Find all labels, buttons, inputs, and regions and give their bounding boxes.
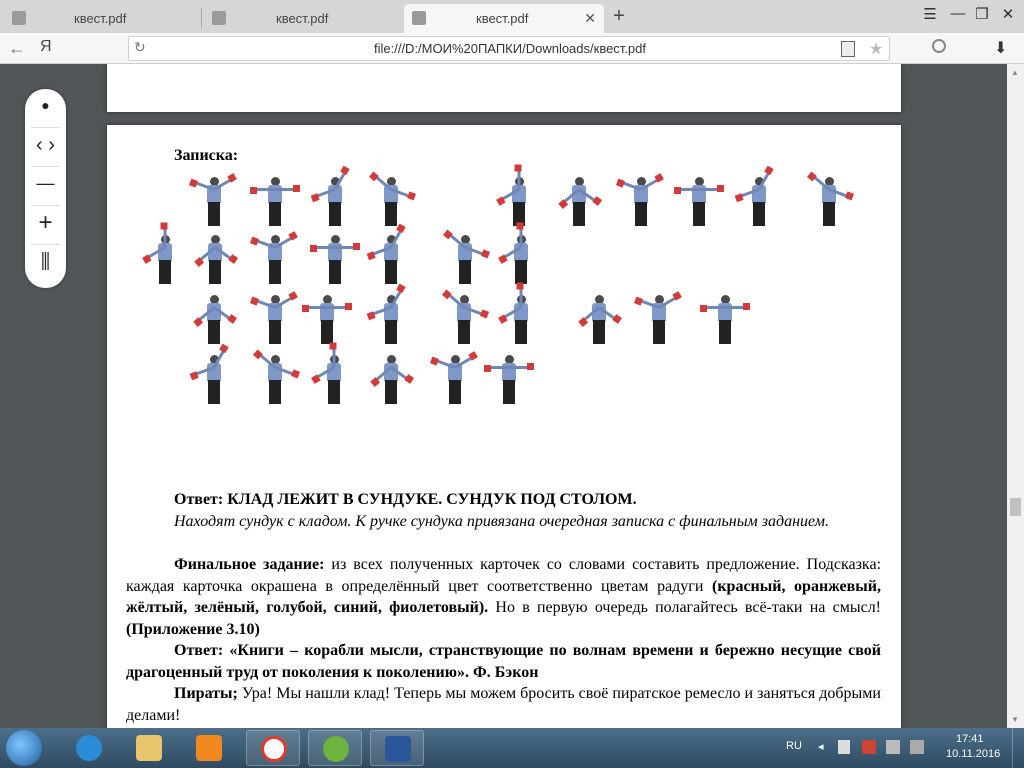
zoom-widget: [25, 89, 66, 288]
answer-clad: Ответ: КЛАД ЛЕЖИТ В СУНДУКЕ. СУНДУК ПОД СТОЛОМ.: [174, 491, 637, 508]
zoom-in-button[interactable]: +: [38, 209, 53, 236]
answer-quote: Ответ: «Книги – корабли мысли, странствующие по волнам времени и бережно несущие свой драгоценный труд от поколения к поколению». Ф. Бэкон: [126, 642, 881, 681]
folder-icon: [136, 735, 162, 761]
semaphore-figure: [253, 295, 297, 347]
semaphore-figure: [497, 177, 541, 229]
internet-explorer-icon: [76, 735, 102, 761]
divider: [31, 205, 60, 206]
semaphore-figure: [433, 355, 477, 407]
windows-taskbar: [0, 728, 1024, 768]
yandex-button[interactable]: Я: [40, 38, 52, 55]
reader-mode-icon[interactable]: [841, 41, 855, 57]
tab-close-icon[interactable]: ✕: [584, 10, 596, 26]
clock-date[interactable]: 10.11.2016: [946, 748, 1001, 760]
page-nav-icon[interactable]: ‹ ›: [36, 134, 55, 156]
menu-icon[interactable]: ☰: [923, 6, 937, 23]
semaphore-figure: [312, 355, 356, 407]
semaphore-figure: [619, 177, 663, 229]
semaphore-figure: [253, 355, 297, 407]
semaphore-figure: [192, 295, 236, 347]
minimize-button[interactable]: —: [950, 5, 966, 22]
pdf-favicon-icon: [412, 11, 426, 25]
pirates-paragraph: [126, 683, 881, 726]
pirates-label: Пираты;: [174, 685, 238, 702]
final-task-text: из всех полученных карточек со словами составить предложение. Подсказка: каждая карточка окрашена в определённый цвет соответственно цветам радуги: [126, 556, 882, 595]
flag-warning-icon[interactable]: [862, 740, 876, 754]
appendix-ref: (Приложение 3.10): [126, 620, 260, 638]
pdf-viewer[interactable]: [0, 64, 1024, 728]
semaphore-figure: [807, 177, 851, 229]
semaphore-figure: [305, 295, 349, 347]
semaphore-figure: [369, 235, 413, 287]
tab-title: квест.pdf: [476, 11, 529, 26]
divider: [31, 166, 60, 167]
volume-icon[interactable]: [910, 740, 924, 754]
semaphore-figure: [313, 235, 357, 287]
semaphore-figure: [369, 355, 413, 407]
word-icon: [385, 736, 411, 762]
downloads-icon[interactable]: ⬇: [994, 40, 1008, 57]
divider: [31, 244, 60, 245]
address-bar[interactable]: [128, 36, 890, 61]
pdf-page-previous: [107, 64, 901, 112]
extension-icon[interactable]: [932, 39, 946, 53]
zoom-out-button[interactable]: —: [36, 173, 55, 193]
semaphore-figure: [443, 235, 487, 287]
final-task-label: Финальное задание:: [174, 556, 325, 573]
vertical-scrollbar[interactable]: [1007, 64, 1024, 728]
window-close-button[interactable]: ✕: [1001, 6, 1015, 23]
taskbar-utorrent[interactable]: [308, 730, 362, 766]
address-toolbar: [0, 33, 1024, 64]
semaphore-figure: [577, 295, 621, 347]
semaphore-figure: [637, 295, 681, 347]
taskbar-explorer[interactable]: [122, 730, 176, 766]
note-heading: Записка:: [174, 147, 239, 164]
tab-strip: [0, 0, 1024, 33]
network-icon[interactable]: [886, 740, 900, 754]
back-arrow-icon[interactable]: ←: [8, 38, 26, 58]
divider: [31, 127, 60, 128]
tab-2[interactable]: [204, 4, 400, 33]
show-desktop-button[interactable]: [1012, 728, 1024, 768]
taskbar-yandex[interactable]: [246, 730, 300, 766]
semaphore-figure: [369, 177, 413, 229]
yandex-browser-icon: [261, 736, 287, 762]
semaphore-figure: [737, 177, 781, 229]
url-text: file:///D:/МОИ%20ПАПКИ/Downloads/квест.pdf: [373, 41, 647, 56]
semaphore-figure: [253, 177, 297, 229]
taskbar-ie[interactable]: [62, 730, 116, 766]
reload-icon[interactable]: ↻: [134, 39, 146, 55]
scroll-up-icon[interactable]: ▲: [1011, 68, 1019, 77]
semaphore-figure: [499, 295, 543, 347]
utorrent-icon: [323, 736, 349, 762]
semaphore-figure: [442, 295, 486, 347]
restore-button[interactable]: ❐: [975, 6, 989, 23]
semaphore-figure: [499, 235, 543, 287]
taskbar-word[interactable]: [370, 730, 424, 766]
semaphore-figure: [557, 177, 601, 229]
semaphore-figure: [192, 355, 236, 407]
semaphore-figure: [253, 235, 297, 287]
tab-separator: [201, 8, 202, 28]
semaphore-figure: [487, 355, 531, 407]
pdf-favicon-icon: [212, 11, 226, 25]
clock-time[interactable]: 17:41: [956, 733, 984, 745]
tab-3-active[interactable]: [404, 4, 604, 33]
final-task-paragraph: [126, 554, 881, 640]
semaphore-figure: [313, 177, 357, 229]
tab-title: квест.pdf: [276, 11, 329, 26]
scroll-down-icon[interactable]: ▼: [1011, 715, 1019, 724]
tab-1[interactable]: [0, 4, 200, 33]
pdf-page-current: [107, 125, 901, 728]
scroll-thumb[interactable]: [1010, 498, 1021, 516]
start-button-icon[interactable]: [6, 730, 42, 766]
tab-title: квест.pdf: [74, 11, 127, 26]
language-indicator[interactable]: RU: [786, 740, 802, 752]
pirates-text: Ура! Мы нашли клад! Теперь мы можем бросить своё пиратское ремесло и заняться добрыми делами!: [126, 685, 881, 724]
pdf-favicon-icon: [12, 11, 26, 25]
semaphore-figure: [193, 235, 237, 287]
safely-remove-icon[interactable]: [838, 740, 850, 754]
semaphore-figure: [192, 177, 236, 229]
taskbar-media[interactable]: [182, 730, 236, 766]
fit-page-icon[interactable]: ⫼: [40, 251, 51, 273]
semaphore-figure: [369, 295, 413, 347]
rainbow-colors: (красный, оранжевый, жёлтый, зелёный, голубой, синий, фиолетовый).: [126, 577, 881, 616]
semaphore-figure: [677, 177, 721, 229]
final-task-text-2: Но в первую очередь полагайтесь всё-таки на смысл!: [488, 599, 882, 616]
tray-expand-icon[interactable]: ◂: [818, 741, 824, 753]
dot-icon[interactable]: ●: [41, 97, 50, 113]
italic-paragraph: Находят сундук с кладом. К ручке сундука привязана очередная записка с финальным заданием.: [174, 513, 829, 530]
media-player-icon: [196, 735, 222, 761]
bookmark-star-icon[interactable]: ★: [869, 41, 884, 58]
semaphore-figure: [703, 295, 747, 347]
new-tab-button[interactable]: +: [613, 5, 625, 27]
semaphore-figure: [143, 235, 187, 287]
